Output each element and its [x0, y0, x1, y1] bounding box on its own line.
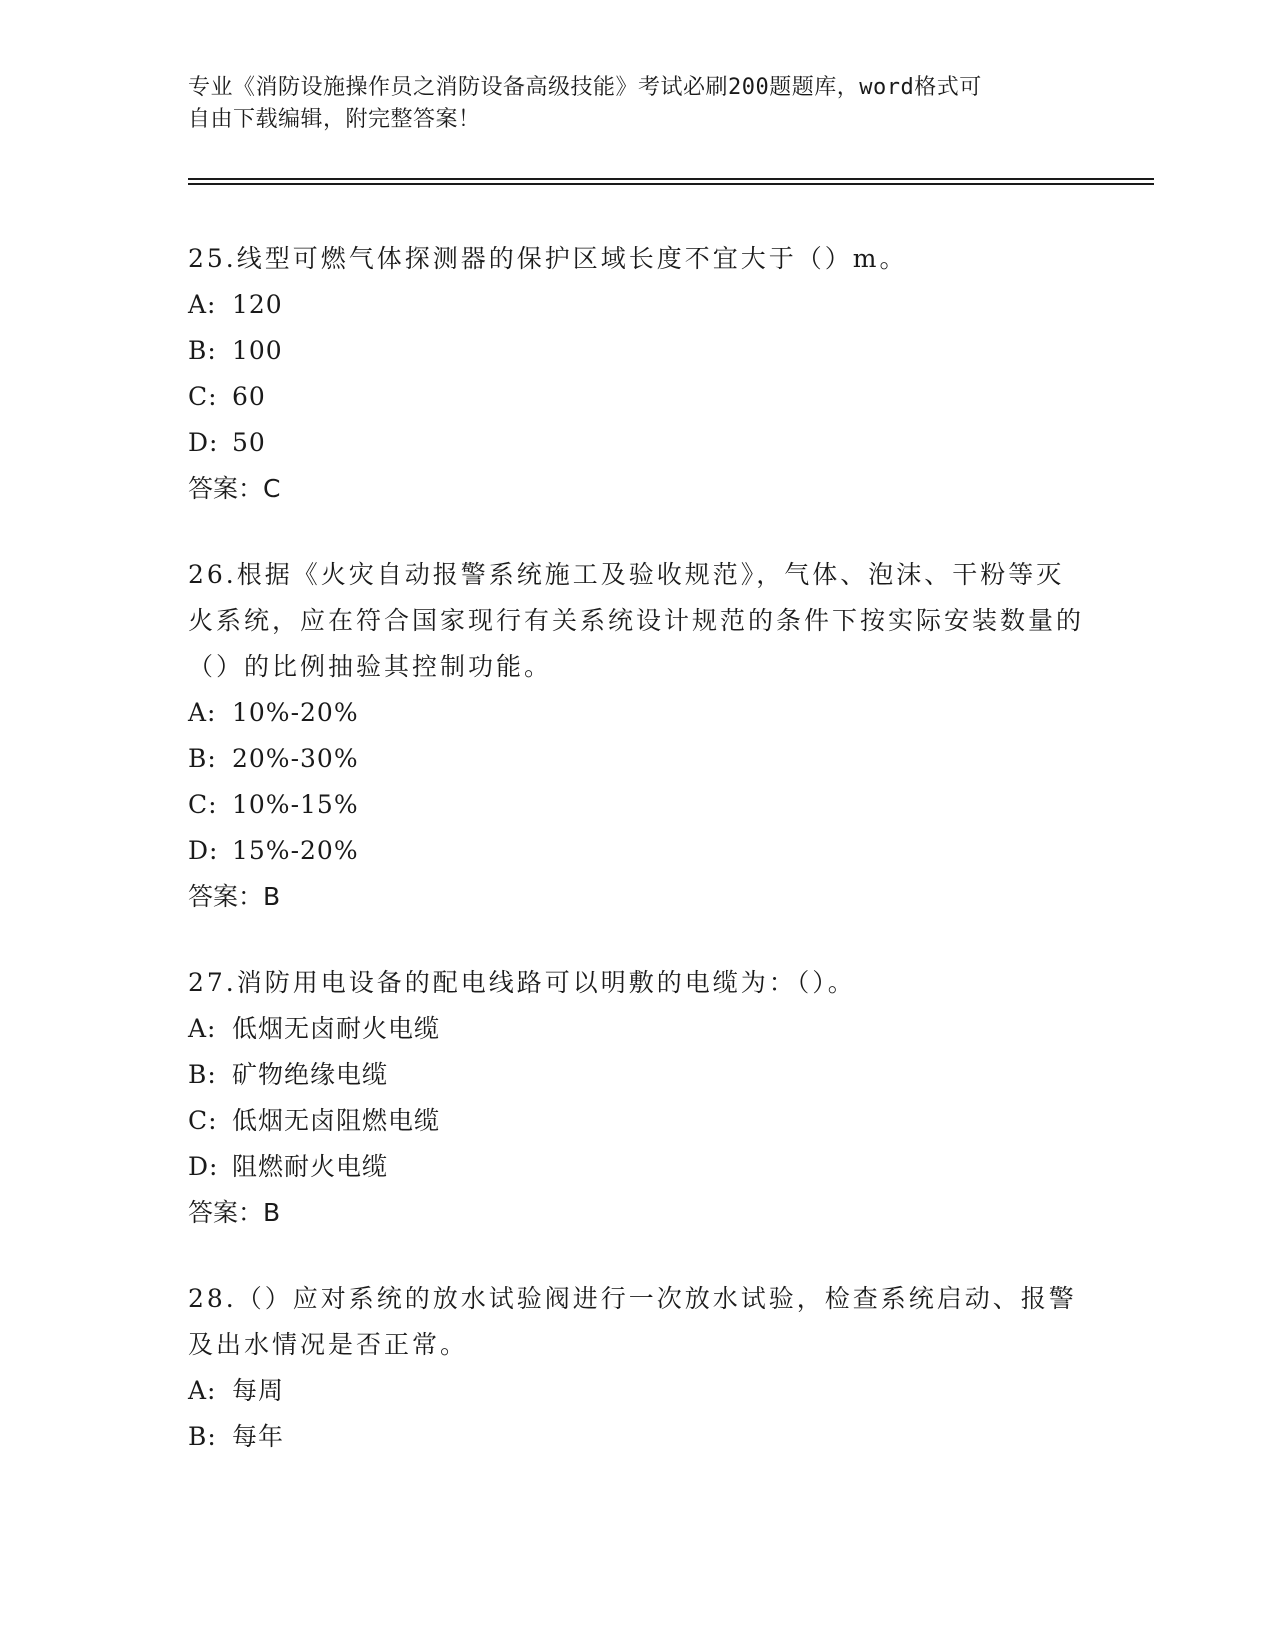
option-text: 低烟无卤阻燃电缆 — [232, 1106, 441, 1135]
option-text: 60 — [232, 382, 266, 411]
question-list — [188, 236, 1088, 1500]
option-label: D: — [188, 836, 219, 865]
option-d — [188, 420, 1088, 466]
option-text: 每年 — [232, 1422, 285, 1451]
option-text: 阻燃耐火电缆 — [232, 1152, 389, 1181]
option-text: 100 — [232, 336, 283, 365]
option-a — [188, 1368, 1088, 1414]
option-a — [188, 690, 1088, 736]
question-25 — [188, 236, 1088, 512]
header-divider-top — [188, 178, 1154, 180]
option-b — [188, 1052, 1088, 1098]
option-b — [188, 1414, 1088, 1460]
answer: 答案：B — [188, 882, 281, 911]
option-text: 每周 — [232, 1376, 285, 1405]
option-label: D: — [188, 428, 219, 457]
option-c — [188, 374, 1088, 420]
option-label: A: — [188, 698, 217, 727]
question-text: 27.消防用电设备的配电线路可以明敷的电缆为：（）。 — [188, 968, 856, 997]
answer: 答案：B — [188, 1198, 281, 1227]
option-text: 10%-15% — [232, 790, 359, 819]
option-d — [188, 828, 1088, 874]
option-text: 矿物绝缘电缆 — [232, 1060, 389, 1089]
option-label: C: — [188, 1106, 218, 1135]
option-label: B: — [188, 744, 217, 773]
option-text: 10%-20% — [232, 698, 359, 727]
question-28 — [188, 1276, 1088, 1460]
option-label: C: — [188, 790, 218, 819]
option-b — [188, 736, 1088, 782]
option-label: B: — [188, 336, 217, 365]
option-c — [188, 782, 1088, 828]
header-line-2: 自由下载编辑，附完整答案！ — [188, 107, 481, 132]
header-divider-bottom — [188, 183, 1154, 185]
option-label: A: — [188, 1014, 217, 1043]
option-a — [188, 282, 1088, 328]
header-line-1: 专业《消防设施操作员之消防设备高级技能》考试必刷200题题库，word格式可 — [188, 75, 982, 100]
option-a — [188, 1006, 1088, 1052]
option-b — [188, 328, 1088, 374]
option-label: C: — [188, 382, 218, 411]
option-text: 15%-20% — [232, 836, 359, 865]
option-label: B: — [188, 1060, 217, 1089]
option-text: 20%-30% — [232, 744, 359, 773]
question-text: 26.根据《火灾自动报警系统施工及验收规范》，气体、泡沫、干粉等灭火系统，应在符合国家现行有关系统设计规范的条件下按实际安装数量的（）的比例抽验其控制功能。 — [188, 560, 1085, 681]
question-26 — [188, 552, 1088, 920]
option-label: D: — [188, 1152, 219, 1181]
option-text: 低烟无卤耐火电缆 — [232, 1014, 441, 1043]
question-27 — [188, 960, 1088, 1236]
document-header — [188, 72, 1088, 136]
option-label: A: — [188, 1376, 217, 1405]
question-text: 25.线型可燃气体探测器的保护区域长度不宜大于（）m。 — [188, 244, 908, 273]
option-label: A: — [188, 290, 217, 319]
question-text: 28.（）应对系统的放水试验阀进行一次放水试验，检查系统启动、报警及出水情况是否正常。 — [188, 1284, 1077, 1359]
answer: 答案：C — [188, 474, 281, 503]
option-label: B: — [188, 1422, 217, 1451]
option-d — [188, 1144, 1088, 1190]
option-c — [188, 1098, 1088, 1144]
option-text: 50 — [232, 428, 266, 457]
option-text: 120 — [232, 290, 283, 319]
